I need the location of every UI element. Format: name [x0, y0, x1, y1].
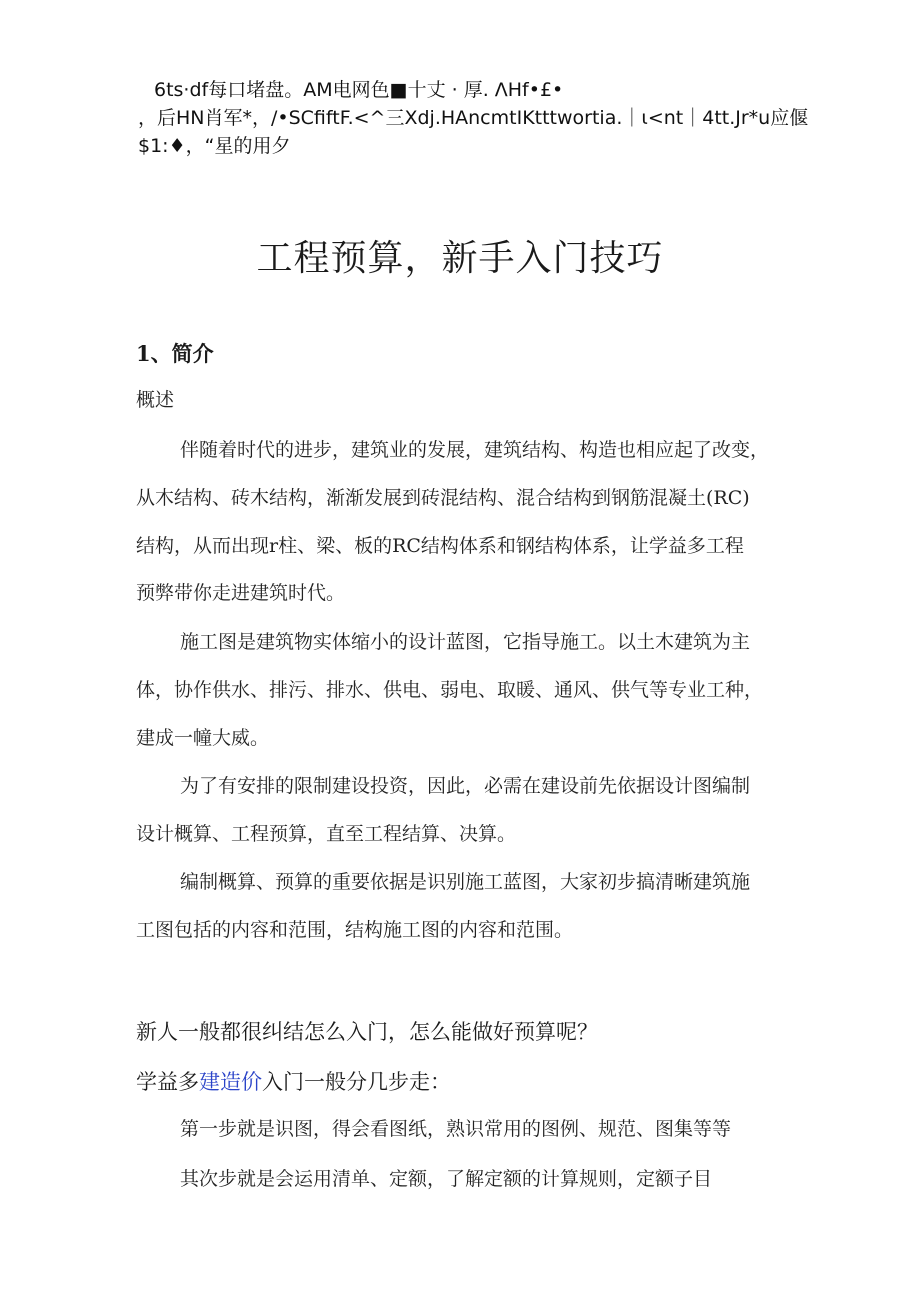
paragraph-line: 工图包括的内容和范围，结构施工图的内容和范围。 — [136, 919, 574, 941]
steps-intro-suffix: 入门一般分几步走： — [262, 1070, 451, 1094]
paragraph-line: 设计概算、工程预算，直至工程结算、决算。 — [136, 823, 517, 845]
jianzaojia-link[interactable]: 建造价 — [199, 1070, 262, 1094]
paragraph-line: 预弊带你走进建筑时代。 — [136, 582, 346, 604]
paragraph-line: 体，协作供水、排污、排水、供电、弱电、取暖、通风、供气等专业工种， — [136, 679, 764, 701]
steps-intro-prefix: 学益多 — [136, 1070, 199, 1094]
document-title: 工程预算，新手入门技巧 — [256, 238, 664, 279]
header-garbled-line-2: ，后HN肖军*，/•SCfiftF.<^三Xdj.HAncmtIKtttwortia.｜ι<nt｜4tt.Jr*u应偃 — [138, 107, 809, 129]
paragraph-line: 结构，从而出现r柱、梁、板的RC结构体系和钢结构体系，让学益多工程 — [136, 535, 744, 557]
paragraph-line: 伴随着时代的进步，建筑业的发展，建筑结构、构造也相应起了改变， — [180, 439, 770, 461]
section-subheading: 概述 — [136, 389, 175, 411]
section-number: 1、 — [136, 341, 172, 366]
paragraph-line: 从木结构、砖木结构，渐渐发展到砖混结构、混合结构到钢筋混凝土(RC) — [136, 487, 750, 509]
paragraph-line: 编制概算、预算的重要依据是识别施工蓝图，大家初步搞清晰建筑施 — [180, 871, 751, 893]
steps-intro — [136, 1066, 451, 1096]
paragraph-line: 为了有安排的限制建设投资，因此，必需在建设前先依据设计图编制 — [180, 775, 751, 797]
section-heading-text: 简介 — [171, 342, 214, 366]
step-line: 其次步就是会运用清单、定额，了解定额的计算规则，定额子目 — [180, 1168, 713, 1190]
paragraph-line: 建成一幢大威。 — [136, 727, 270, 749]
paragraph-line: 施工图是建筑物实体缩小的设计蓝图，它指导施工。以土木建筑为主 — [180, 631, 751, 653]
question-heading: 新人一般都很纠结怎么入门，怎么能做好预算呢？ — [136, 1020, 598, 1044]
section-heading — [136, 338, 214, 368]
step-line: 第一步就是识图，得会看图纸，熟识常用的图例、规范、图集等等 — [180, 1118, 732, 1140]
header-garbled-line-3: $1:♦，“星的用夕 — [138, 135, 291, 157]
header-garbled-line-1: 6ts·df每口堵盘。AM电网色■十丈 · 厚. ΛHf•£• — [154, 79, 564, 101]
